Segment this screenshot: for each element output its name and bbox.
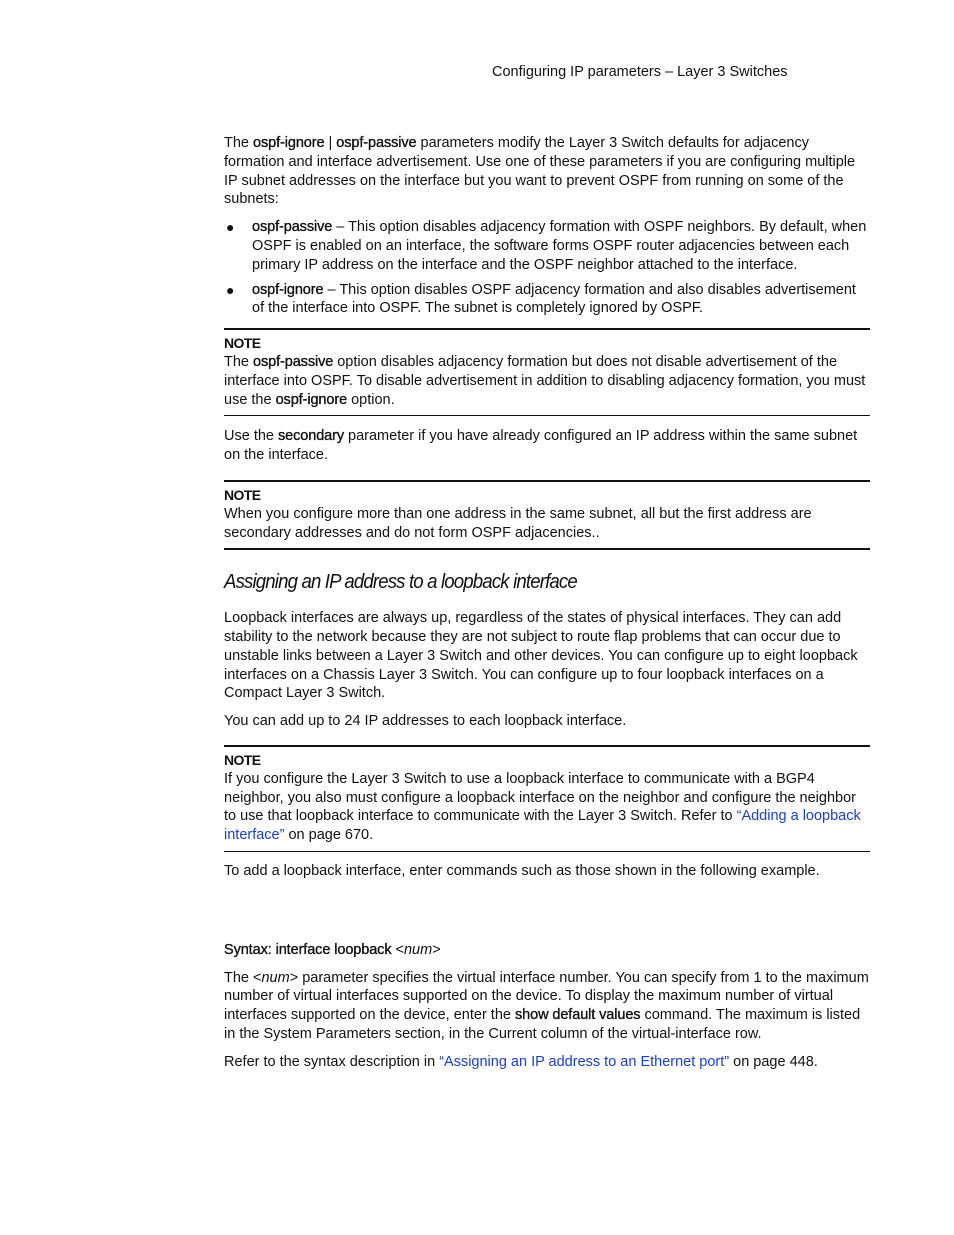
note-text-part: option.: [347, 391, 395, 408]
syntax-bracket: <: [391, 941, 404, 958]
refer-text: Refer to the syntax description in: [224, 1053, 440, 1070]
running-header: Configuring IP parameters – Layer 3 Switches: [492, 64, 788, 80]
note-label: NOTE: [224, 751, 261, 768]
intro-text-rest: parameters modify the Layer 3 Switch defaults for adjacency formation and interface advertisement. Use one of these parameters if you are configuring multiple IP subnet addresses on the interface but you want to prevent OSPF from running on some of the subnets:: [224, 135, 856, 208]
secondary-keyword: secondary: [278, 428, 344, 445]
note-text: [224, 353, 870, 409]
bullet-icon: ●: [226, 219, 235, 236]
note-text-part: option disables adjacency formation but does not disable advertisement of the interface into OSPF. To disable advertisement in addition to disabling adjacency formation, you must use the: [224, 353, 866, 408]
bullet-keyword: ospf-passive: [252, 219, 333, 236]
note-box: [224, 480, 870, 550]
syntax-bracket: >: [432, 941, 441, 958]
list-item: [224, 281, 870, 319]
loopback-paragraph: Loopback interfaces are always up, regardless of the states of physical interfaces. They can add stability to the network because they are not subject to route flap problems that can occur due to unstable links between a Layer 3 Switch and other devices. You can configure up to eight loopback interfaces on a Chassis Layer 3 Switch. You can configure up to four loopback interfaces on a Compact Layer 3 Switch.: [224, 610, 858, 702]
refer-text: on page 448.: [729, 1053, 818, 1070]
intro-separator: |: [324, 135, 337, 151]
ospf-passive-keyword: ospf-passive: [336, 135, 417, 151]
bullet-keyword: ospf-ignore: [252, 281, 324, 298]
bullet-text: – This option disables adjacency formation with OSPF neighbors. By default, when OSPF is enabled on an interface, the software forms OSPF router adjacencies between each primary IP address on the interface and the OSPF neighbor attached to the interface.: [252, 219, 867, 273]
ospf-ignore-keyword: ospf-ignore: [275, 391, 348, 408]
list-item: [224, 218, 870, 274]
note-text: When you configure more than one address in the same subnet, all but the first address are secondary addresses and do not form OSPF adjacencies..: [224, 505, 812, 541]
ospf-ignore-keyword: ospf-ignore: [253, 135, 325, 151]
page-body: [224, 134, 870, 1071]
note-label: NOTE: [224, 335, 261, 352]
num-text: > parameter specifies the virtual interface number. You can specify from 1 to the maximum number of virtual interfaces supported on the device. To display the maximum number of virtual interfaces supported on the device, enter the: [224, 969, 869, 1024]
note-text-part: on page 670.: [284, 827, 374, 844]
note-text: [224, 770, 870, 845]
adding-loopback-link[interactable]: “Adding a loopback interface”: [224, 808, 861, 844]
intro-text: The: [224, 135, 254, 151]
num-text: command. The maximum is listed in the System Parameters section, in the Current column of the virtual-interface row.: [224, 1007, 861, 1042]
syntax-line: [224, 941, 870, 960]
note-box: [224, 328, 870, 416]
intro-paragraph: [224, 134, 870, 209]
option-bullet-list: [224, 218, 870, 318]
syntax-argument: num: [403, 941, 433, 958]
note-text-part: The: [224, 353, 254, 370]
refer-paragraph: [224, 1053, 870, 1072]
note-label: NOTE: [224, 486, 261, 503]
ospf-passive-keyword: ospf-passive: [253, 353, 334, 370]
loopback-addresses-paragraph: You can add up to 24 IP addresses to each loopback interface.: [224, 713, 627, 730]
secondary-text-rest: parameter if you have already configured an IP address within the same subnet on the interface.: [224, 428, 858, 464]
num-text: The <: [224, 969, 262, 986]
bullet-text: – This option disables OSPF adjacency formation and also disables advertisement of the interface into OSPF. The subnet is completely ignored by OSPF.: [252, 281, 856, 317]
secondary-paragraph: [224, 427, 870, 465]
section-heading: Assigning an IP address to a loopback interface: [224, 571, 577, 594]
bullet-icon: ●: [226, 281, 235, 298]
syntax-label: Syntax: interface loopback: [224, 941, 392, 958]
example-intro-paragraph: To add a loopback interface, enter commands such as those shown in the following example.: [224, 862, 820, 879]
num-argument: num: [261, 969, 290, 986]
secondary-text: Use the: [224, 428, 278, 445]
num-parameter-paragraph: [224, 969, 870, 1044]
show-default-values-keyword: show default values: [515, 1007, 641, 1024]
note-text-part: If you configure the Layer 3 Switch to use a loopback interface to communicate with a BGP4 neighbor, you also must configure a loopback interface on the neighbor and configure the neighbor to use that loopback interface to communicate with the Layer 3 Switch. Refer to: [224, 770, 856, 825]
note-box: [224, 745, 870, 852]
ethernet-port-link[interactable]: “Assigning an IP address to an Ethernet port”: [439, 1053, 730, 1070]
